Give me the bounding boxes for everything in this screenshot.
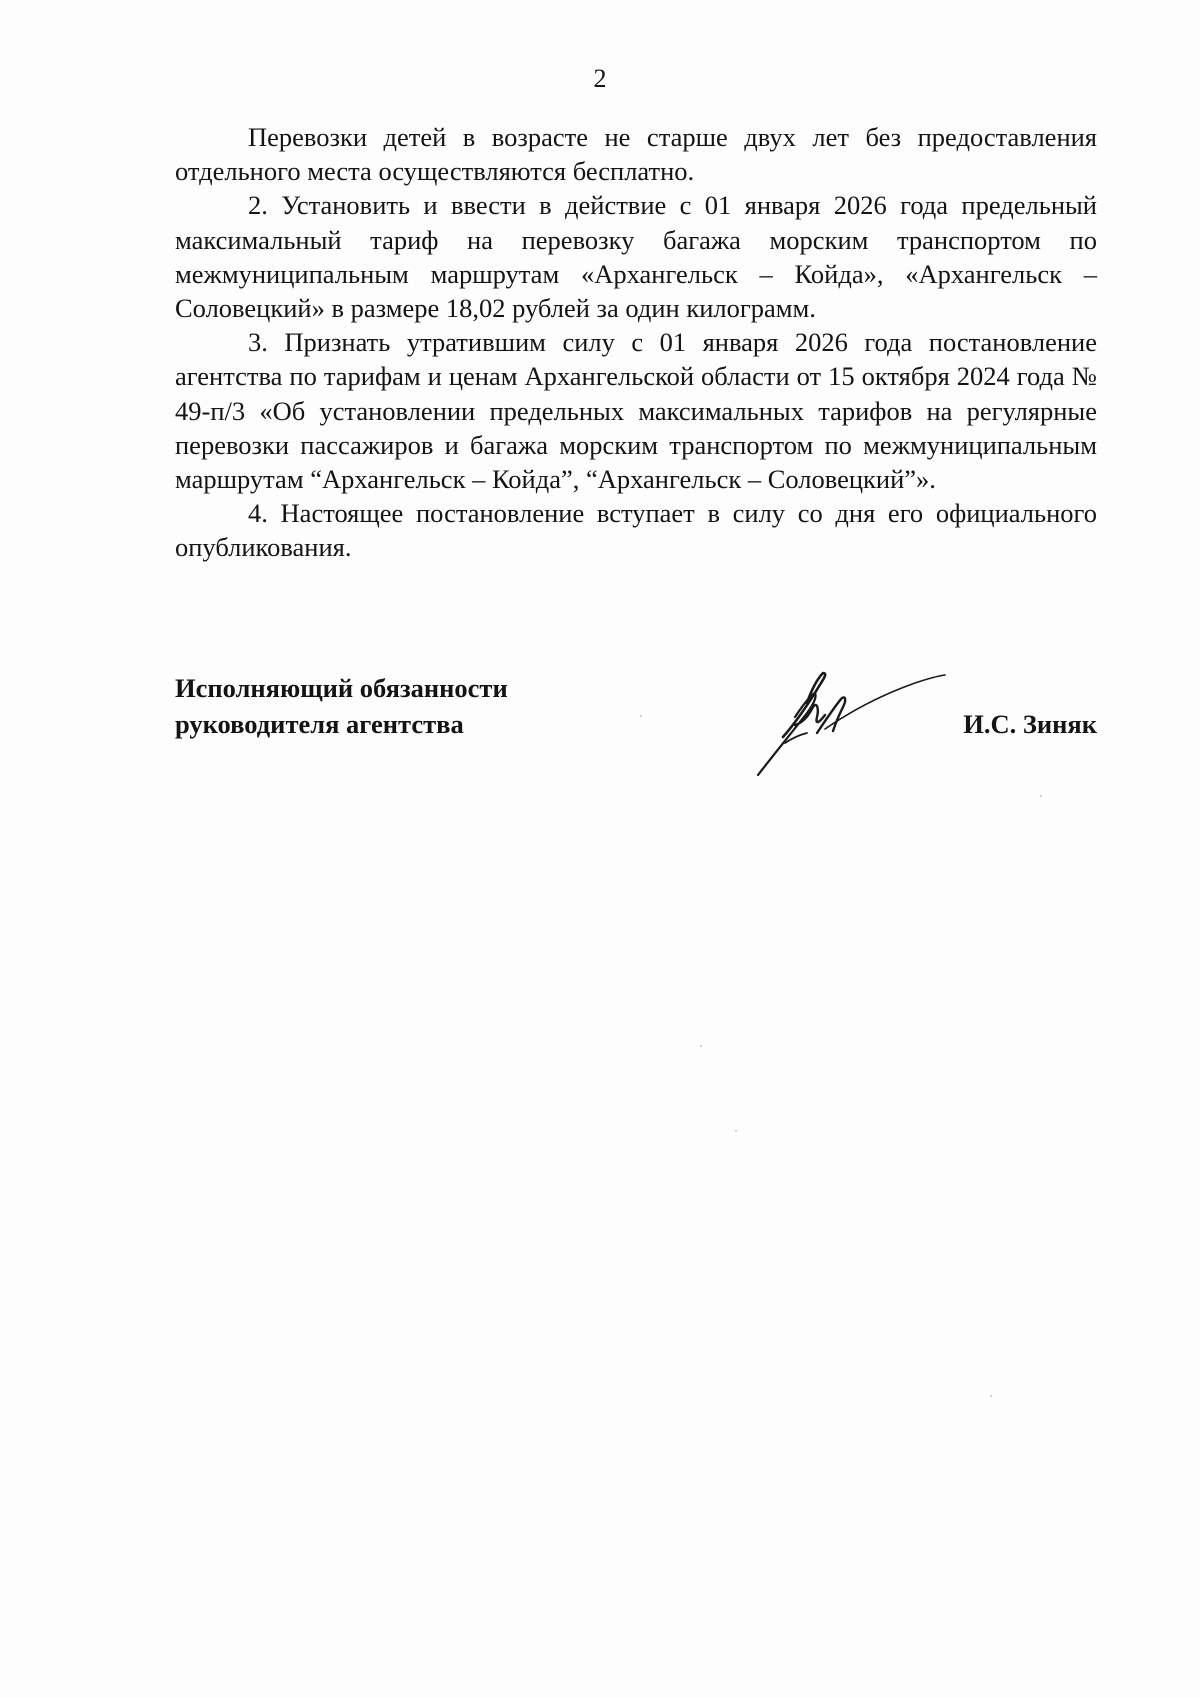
scan-speck [990,1395,992,1397]
signatory-position-line-1: Исполняющий обязанности [175,673,508,703]
scan-speck [1040,795,1042,797]
signatory-name: И.С. Зиняк [963,709,1097,739]
paragraph-children-free-transport: Перевозки детей в возрасте не старше двух лет без предоставления отдельного места осуществляются бесплатно. [175,122,1097,187]
paragraph-item-4-effective-date: 4. Настоящее постановление вступает в силу со дня его официального опубликования. [175,498,1097,563]
scan-speck [700,1045,702,1047]
signatory-position-line-2: руководителя агентства [175,709,464,739]
signature-block [175,670,1097,790]
scan-speck [640,715,642,717]
signatory-position [175,670,508,742]
paragraph-item-2-baggage-tariff: 2. Установить и ввести в действие с 01 января 2026 года предельный максимальный тариф на перевозку багажа морским транспортом по межмуниципальным маршрутам «Архангельск – Койда», «Архангельск – Соловецкий» в размере 18,02 рублей за один килограмм. [175,190,1097,324]
paragraph-item-3-repeal: 3. Признать утратившим силу с 01 января 2026 года постановление агентства по тарифам и ценам Архангельской области от 15 октября 2024 года № 49-п/3 «Об установлении предельных максимальных тарифов на регулярные перевозки пассажиров и багажа морским транспортом по межмуниципальным маршрутам “Архангельск – Койда”, “Архангельск – Соловецкий”». [175,327,1097,495]
handwritten-signature [755,665,955,780]
scan-speck [735,1130,737,1132]
document-body [175,120,1097,565]
page-number: 2 [593,64,607,93]
